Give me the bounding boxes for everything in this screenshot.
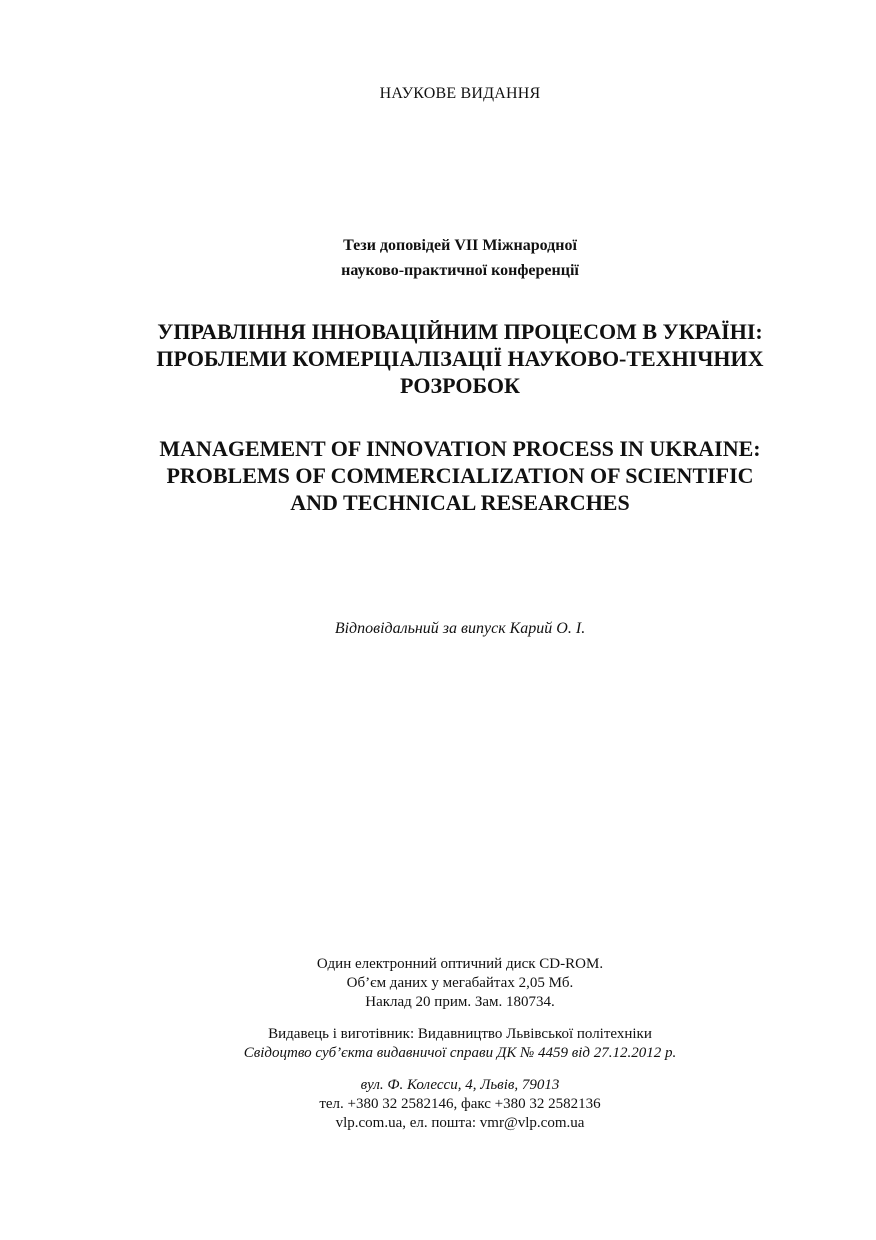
imprint-phone-fax: тел. +380 32 2582146, факс +380 32 2582136 — [319, 1096, 601, 1112]
imprint-certificate: Свідоцтво суб’єкта видавничої справи ДК № 4459 від 27.12.2012 р. — [243, 1045, 677, 1061]
title-uk-line-3: РОЗРОБОК — [400, 373, 520, 398]
imprint-web-email: vlp.com.ua, ел. пошта: vmr@vlp.com.ua — [335, 1115, 585, 1131]
title-en-line-1: MANAGEMENT OF INNOVATION PROCESS IN UKRAINE: — [159, 436, 761, 461]
imprint-address: вул. Ф. Колесси, 4, Львів, 79013 — [360, 1077, 560, 1093]
publication-type: НАУКОВЕ ВИДАННЯ — [379, 85, 541, 102]
title-uk-line-1: УПРАВЛІННЯ ІННОВАЦІЙНИМ ПРОЦЕСОМ В УКРАЇНІ: — [157, 319, 763, 344]
imprint-data-size: Об’єм даних у мегабайтах 2,05 Мб. — [346, 975, 574, 991]
conference-line-1: Тези доповідей VII Міжнародної — [343, 237, 577, 254]
responsible-editor: Відповідальний за випуск Карий О. І. — [334, 620, 586, 637]
title-en-line-2: PROBLEMS OF COMMERCIALIZATION OF SCIENTIFIC — [166, 463, 754, 488]
imprint-publisher: Видавець і виготівник: Видавництво Львівської політехніки — [268, 1026, 652, 1042]
imprint-print-run: Наклад 20 прим. Зам. 180734. — [365, 994, 555, 1010]
conference-line-2: науково-практичної конференції — [341, 262, 579, 279]
imprint-media: Один електронний оптичний диск CD-ROM. — [316, 956, 604, 972]
title-en-line-3: AND TECHNICAL RESEARCHES — [290, 490, 630, 515]
title-uk-line-2: ПРОБЛЕМИ КОМЕРЦІАЛІЗАЦІЇ НАУКОВО-ТЕХНІЧНИХ — [156, 346, 764, 371]
